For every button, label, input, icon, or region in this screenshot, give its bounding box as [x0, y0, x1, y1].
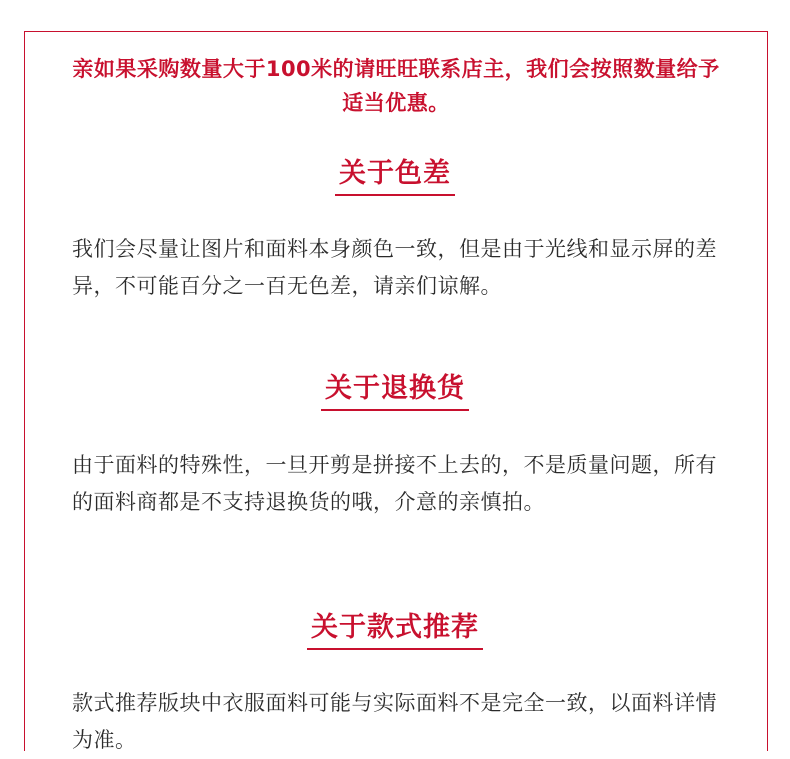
section-body-color-difference: 我们会尽量让图片和面料本身颜色一致，但是由于光线和显示屏的差异，不可能百分之一百无色差，请亲们谅解。	[72, 237, 717, 298]
section-heading-returns: 关于退换货	[321, 371, 469, 411]
section-heading-color-difference: 关于色差	[335, 156, 455, 196]
section-body-returns: 由于面料的特殊性，一旦开剪是拼接不上去的，不是质量问题，所有的面料商都是不支持退换货的哦，介意的亲慎拍。	[72, 453, 717, 514]
section-heading-style-recommendation: 关于款式推荐	[307, 610, 483, 650]
section-returns	[0, 371, 790, 411]
section-body-style-recommendation: 款式推荐版块中衣服面料可能与实际面料不是完全一致，以面料详情为准。	[72, 691, 717, 752]
bulk-purchase-notice: 亲如果采购数量大于100米的请旺旺联系店主，我们会按照数量给予适当优惠。	[72, 57, 720, 115]
section-style-recommendation	[0, 610, 790, 650]
section-color-difference	[0, 156, 790, 196]
